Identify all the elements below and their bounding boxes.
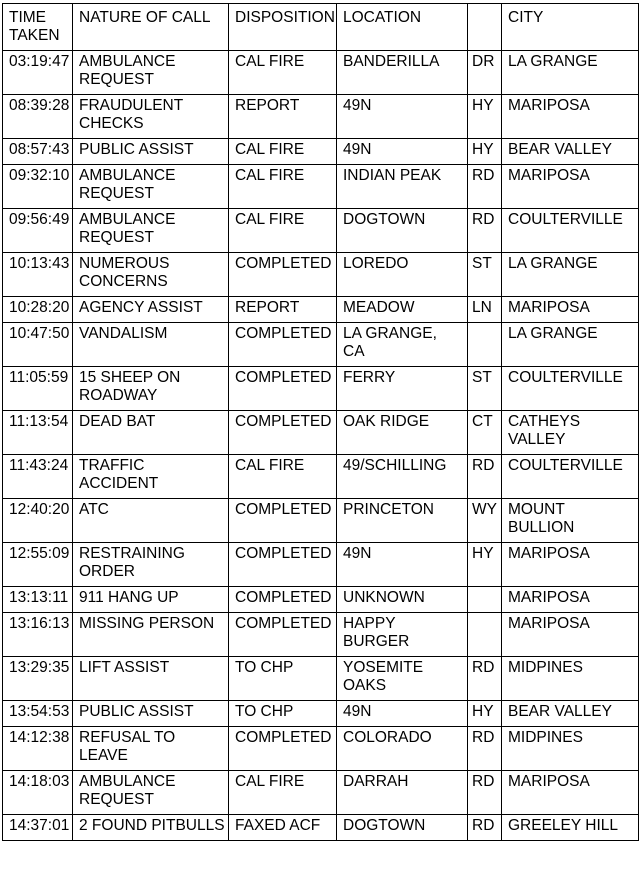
cell-time: 11:43:24 — [3, 455, 73, 499]
cell-nature-of-call: TRAFFIC ACCIDENT — [73, 455, 229, 499]
cell-disposition: COMPLETED — [229, 613, 337, 657]
cell-city: GREELEY HILL — [502, 815, 639, 841]
cell-nature-of-call: 2 FOUND PITBULLS — [73, 815, 229, 841]
cell-city: MARIPOSA — [502, 613, 639, 657]
cell-disposition: REPORT — [229, 297, 337, 323]
cell-city: MARIPOSA — [502, 543, 639, 587]
cell-time: 11:05:59 — [3, 367, 73, 411]
cell-street-suffix: HY — [468, 701, 502, 727]
table-row — [3, 771, 639, 815]
cell-location: MEADOW — [337, 297, 468, 323]
table-row — [3, 209, 639, 253]
cell-city: BEAR VALLEY — [502, 701, 639, 727]
header-nature-of-call: NATURE OF CALL — [73, 4, 229, 51]
cell-nature-of-call: 15 SHEEP ON ROADWAY — [73, 367, 229, 411]
cell-disposition: REPORT — [229, 95, 337, 139]
cell-street-suffix: RD — [468, 771, 502, 815]
cell-location: HAPPY BURGER — [337, 613, 468, 657]
cell-city: MARIPOSA — [502, 165, 639, 209]
cell-location: 49N — [337, 139, 468, 165]
cell-street-suffix: CT — [468, 411, 502, 455]
cell-location: LA GRANGE, CA — [337, 323, 468, 367]
cell-time: 11:13:54 — [3, 411, 73, 455]
cell-street-suffix: HY — [468, 139, 502, 165]
cell-disposition: CAL FIRE — [229, 209, 337, 253]
cell-location: PRINCETON — [337, 499, 468, 543]
cell-location: DOGTOWN — [337, 209, 468, 253]
cell-location: OAK RIDGE — [337, 411, 468, 455]
cell-street-suffix — [468, 613, 502, 657]
table-row — [3, 253, 639, 297]
cell-disposition: CAL FIRE — [229, 139, 337, 165]
cell-time: 08:57:43 — [3, 139, 73, 165]
table-row — [3, 701, 639, 727]
cell-location: YOSEMITE OAKS — [337, 657, 468, 701]
table-row — [3, 455, 639, 499]
cell-disposition: FAXED ACF — [229, 815, 337, 841]
cell-location: FERRY — [337, 367, 468, 411]
cell-location: 49N — [337, 701, 468, 727]
cell-location: DARRAH — [337, 771, 468, 815]
cell-time: 13:13:11 — [3, 587, 73, 613]
cell-nature-of-call: DEAD BAT — [73, 411, 229, 455]
cell-location: 49N — [337, 543, 468, 587]
cell-city: CATHEYS VALLEY — [502, 411, 639, 455]
cell-nature-of-call: PUBLIC ASSIST — [73, 701, 229, 727]
table-row — [3, 657, 639, 701]
header-time-taken: TIME TAKEN — [3, 4, 73, 51]
header-street-suffix — [468, 4, 502, 51]
cell-street-suffix: DR — [468, 51, 502, 95]
cell-time: 12:40:20 — [3, 499, 73, 543]
table-row — [3, 95, 639, 139]
cell-nature-of-call: VANDALISM — [73, 323, 229, 367]
cell-street-suffix: ST — [468, 367, 502, 411]
cell-time: 10:13:43 — [3, 253, 73, 297]
table-row — [3, 543, 639, 587]
cell-disposition: COMPLETED — [229, 543, 337, 587]
cell-time: 03:19:47 — [3, 51, 73, 95]
cell-city: MARIPOSA — [502, 297, 639, 323]
cell-city: COULTERVILLE — [502, 367, 639, 411]
cell-time: 09:32:10 — [3, 165, 73, 209]
table-row — [3, 499, 639, 543]
cell-street-suffix: RD — [468, 165, 502, 209]
cell-disposition: COMPLETED — [229, 587, 337, 613]
cell-street-suffix: RD — [468, 727, 502, 771]
cell-nature-of-call: AMBULANCE REQUEST — [73, 51, 229, 95]
cell-city: MIDPINES — [502, 727, 639, 771]
cell-time: 14:18:03 — [3, 771, 73, 815]
table-row — [3, 613, 639, 657]
cell-disposition: TO CHP — [229, 657, 337, 701]
table-row — [3, 165, 639, 209]
table-header-row — [3, 4, 639, 51]
header-location: LOCATION — [337, 4, 468, 51]
cell-city: MIDPINES — [502, 657, 639, 701]
header-disposition: DISPOSITION — [229, 4, 337, 51]
cell-time: 10:28:20 — [3, 297, 73, 323]
table-row — [3, 297, 639, 323]
table-row — [3, 323, 639, 367]
cell-location: COLORADO — [337, 727, 468, 771]
cell-city: LA GRANGE — [502, 51, 639, 95]
cell-nature-of-call: REFUSAL TO LEAVE — [73, 727, 229, 771]
cell-street-suffix: RD — [468, 209, 502, 253]
cell-city: MARIPOSA — [502, 95, 639, 139]
table-row — [3, 587, 639, 613]
cell-location: BANDERILLA — [337, 51, 468, 95]
cell-location: DOGTOWN — [337, 815, 468, 841]
cell-disposition: TO CHP — [229, 701, 337, 727]
cell-street-suffix: WY — [468, 499, 502, 543]
cell-nature-of-call: LIFT ASSIST — [73, 657, 229, 701]
cell-street-suffix — [468, 323, 502, 367]
table-row — [3, 727, 639, 771]
cell-location: INDIAN PEAK — [337, 165, 468, 209]
cell-time: 13:16:13 — [3, 613, 73, 657]
header-city: CITY — [502, 4, 639, 51]
cell-time: 13:29:35 — [3, 657, 73, 701]
cell-street-suffix: RD — [468, 657, 502, 701]
cell-city: COULTERVILLE — [502, 455, 639, 499]
cell-disposition: COMPLETED — [229, 411, 337, 455]
cell-street-suffix: RD — [468, 455, 502, 499]
cell-street-suffix: HY — [468, 543, 502, 587]
table-row — [3, 411, 639, 455]
cell-nature-of-call: AMBULANCE REQUEST — [73, 165, 229, 209]
cell-nature-of-call: ATC — [73, 499, 229, 543]
cell-nature-of-call: NUMEROUS CONCERNS — [73, 253, 229, 297]
cell-nature-of-call: MISSING PERSON — [73, 613, 229, 657]
cell-street-suffix — [468, 587, 502, 613]
cell-city: MOUNT BULLION — [502, 499, 639, 543]
cell-disposition: COMPLETED — [229, 323, 337, 367]
cell-time: 12:55:09 — [3, 543, 73, 587]
cell-disposition: CAL FIRE — [229, 771, 337, 815]
cell-street-suffix: RD — [468, 815, 502, 841]
cell-city: COULTERVILLE — [502, 209, 639, 253]
cell-time: 13:54:53 — [3, 701, 73, 727]
cell-location: LOREDO — [337, 253, 468, 297]
cell-time: 14:37:01 — [3, 815, 73, 841]
cell-disposition: COMPLETED — [229, 499, 337, 543]
table-row — [3, 139, 639, 165]
table-row — [3, 51, 639, 95]
cell-city: BEAR VALLEY — [502, 139, 639, 165]
cell-street-suffix: HY — [468, 95, 502, 139]
cell-city: MARIPOSA — [502, 587, 639, 613]
cell-time: 10:47:50 — [3, 323, 73, 367]
cell-city: LA GRANGE — [502, 323, 639, 367]
cell-disposition: CAL FIRE — [229, 165, 337, 209]
table-body — [3, 51, 639, 841]
cell-city: MARIPOSA — [502, 771, 639, 815]
call-log-table — [2, 3, 639, 841]
cell-disposition: COMPLETED — [229, 253, 337, 297]
cell-time: 08:39:28 — [3, 95, 73, 139]
table-row — [3, 367, 639, 411]
cell-street-suffix: LN — [468, 297, 502, 323]
cell-nature-of-call: PUBLIC ASSIST — [73, 139, 229, 165]
cell-nature-of-call: AGENCY ASSIST — [73, 297, 229, 323]
cell-nature-of-call: AMBULANCE REQUEST — [73, 771, 229, 815]
cell-nature-of-call: FRAUDULENT CHECKS — [73, 95, 229, 139]
cell-disposition: COMPLETED — [229, 727, 337, 771]
cell-nature-of-call: 911 HANG UP — [73, 587, 229, 613]
cell-location: UNKNOWN — [337, 587, 468, 613]
cell-city: LA GRANGE — [502, 253, 639, 297]
cell-disposition: CAL FIRE — [229, 455, 337, 499]
cell-location: 49N — [337, 95, 468, 139]
table-row — [3, 815, 639, 841]
cell-street-suffix: ST — [468, 253, 502, 297]
cell-nature-of-call: RESTRAINING ORDER — [73, 543, 229, 587]
cell-location: 49/SCHILLING — [337, 455, 468, 499]
cell-disposition: COMPLETED — [229, 367, 337, 411]
cell-time: 14:12:38 — [3, 727, 73, 771]
cell-nature-of-call: AMBULANCE REQUEST — [73, 209, 229, 253]
cell-time: 09:56:49 — [3, 209, 73, 253]
cell-disposition: CAL FIRE — [229, 51, 337, 95]
